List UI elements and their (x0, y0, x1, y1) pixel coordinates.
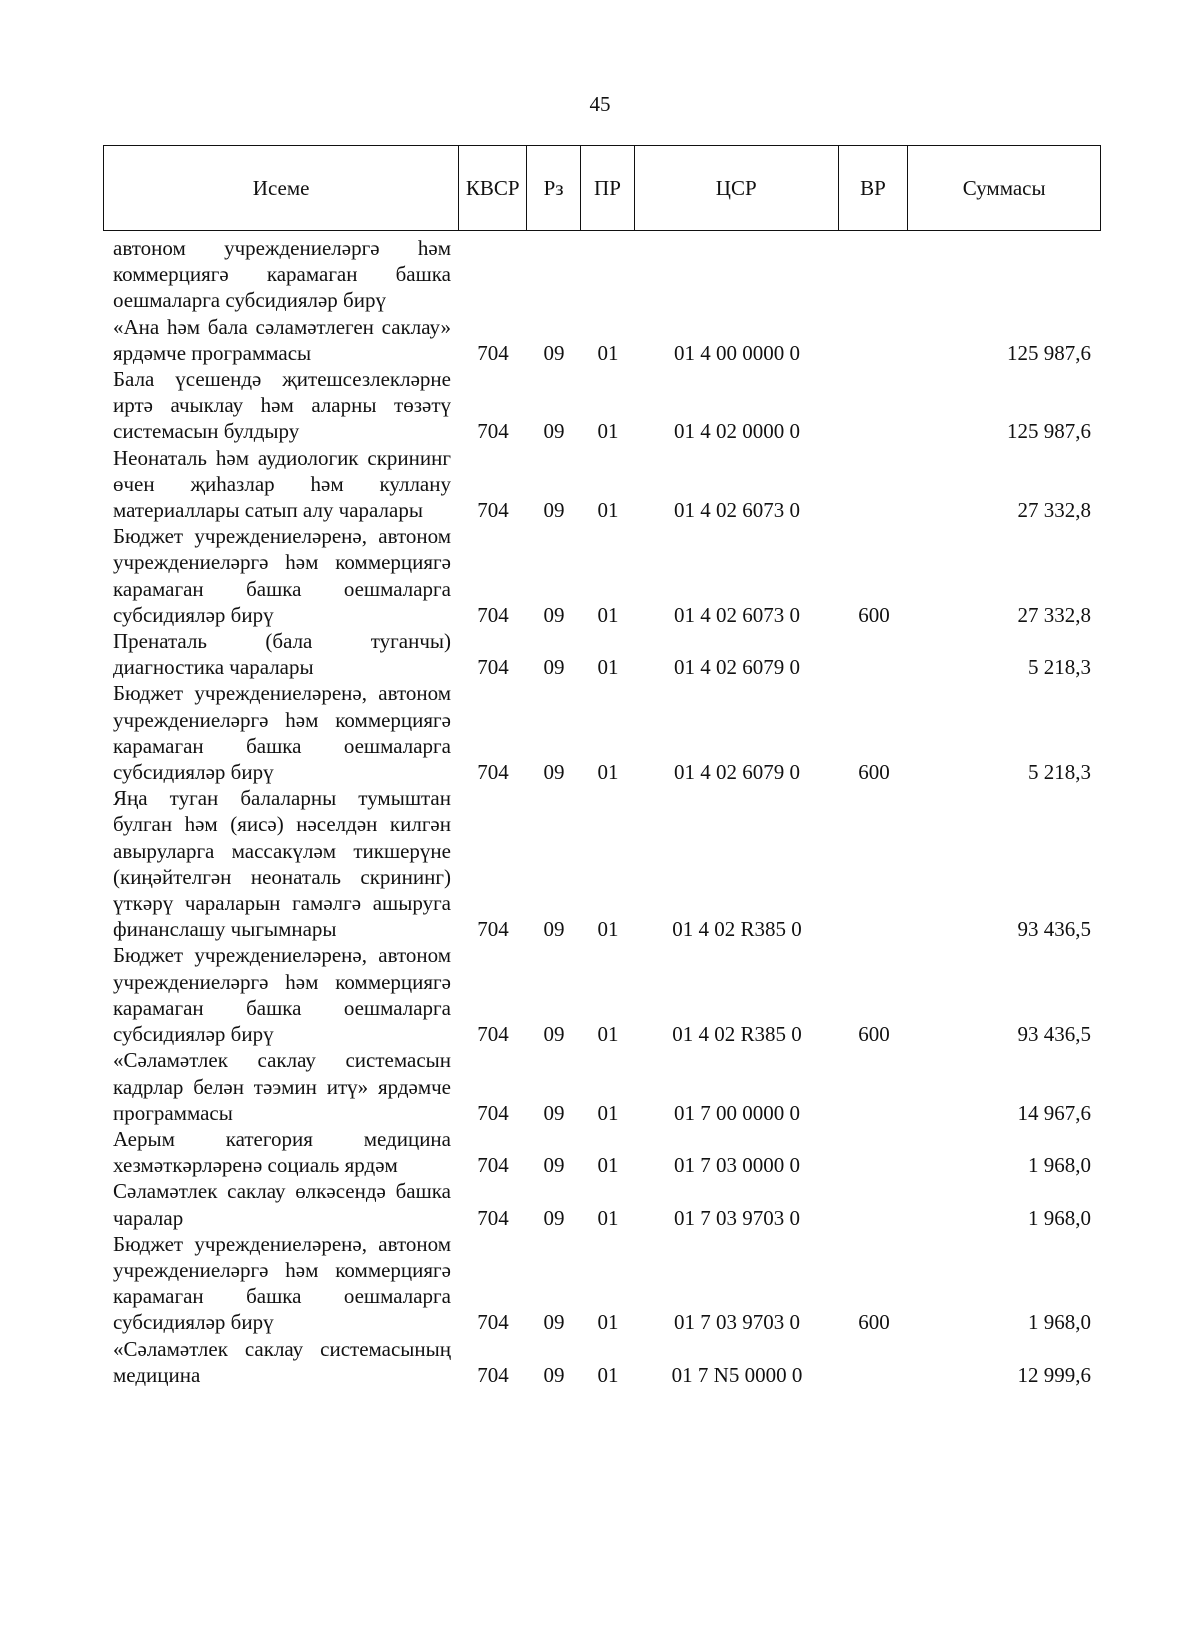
cell-csr: 01 4 02 0000 0 (674, 419, 800, 444)
cell-pr: 01 (597, 760, 619, 785)
cell-rz: 09 (543, 1205, 565, 1230)
table-row (103, 1126, 1101, 1178)
cell-rz: 09 (543, 1100, 565, 1125)
cell-kvsr: 704 (477, 760, 509, 785)
cell-name: автоном учреждениеләргә һәм коммерциягә карамаган башка оешмаларга субсидияләр бирү (113, 236, 451, 313)
cell-sum: 27 332,8 (1017, 602, 1091, 627)
cell-sum: 93 436,5 (1017, 917, 1091, 942)
cell-pr: 01 (597, 917, 619, 942)
header-sum: Суммасы (962, 175, 1046, 200)
header-pr: ПР (581, 146, 635, 230)
cell-kvsr: 704 (477, 419, 509, 444)
cell-kvsr: 704 (477, 917, 509, 942)
cell-kvsr: 704 (477, 1205, 509, 1230)
cell-name: Бюджет учреждениеләренә, автоном учреждениеләргә һәм коммерциягә карамаган башка оешмаларга субсидияләр бирү (113, 524, 451, 627)
cell-kvsr: 704 (477, 498, 509, 523)
cell-vr: 600 (858, 1022, 890, 1047)
table-row (103, 785, 1101, 942)
cell-kvsr: 704 (477, 602, 509, 627)
table-row (103, 1231, 1101, 1336)
cell-name: Неонаталь һәм аудиологик скрининг өчен җиһазлар һәм куллану материаллары сатып алу чаралары (113, 445, 451, 523)
header-kvsr: КВСР (459, 146, 527, 230)
cell-sum: 5 218,3 (1028, 760, 1091, 785)
cell-name: «Сәламәтлек саклау системасын кадрлар белән тәэмин итү» ярдәмче программасы (113, 1048, 451, 1125)
cell-name: Пренаталь (бала туганчы) диагностика чаралары (113, 629, 451, 680)
cell-name: Яңа туган балаларны тумыштан булган һәм (яисә) нәселдән килгән авыруларга массакүләм тикшерүне (киңәйтелгән неонаталь скрининг) үткәрү чараларын гамәлгә ашыруга финанслашу чыгымнары (113, 786, 451, 942)
cell-sum: 125 987,6 (1007, 419, 1091, 444)
table-body (103, 235, 1101, 1388)
cell-pr: 01 (597, 1100, 619, 1125)
header-name: Исеме (104, 146, 459, 230)
table-row (103, 366, 1101, 445)
cell-name: «Сәламәтлек саклау системасының медицина (113, 1336, 451, 1387)
table-row (103, 942, 1101, 1047)
cell-vr: 600 (858, 602, 890, 627)
cell-kvsr: 704 (477, 1022, 509, 1047)
cell-sum: 1 968,0 (1028, 1153, 1091, 1178)
cell-csr: 01 4 02 R385 0 (672, 1022, 802, 1047)
table-row (103, 1336, 1101, 1388)
cell-kvsr: 704 (477, 655, 509, 680)
cell-csr: 01 7 00 0000 0 (674, 1100, 800, 1125)
header-csr: ЦСР (635, 146, 839, 230)
cell-sum: 125 987,6 (1007, 340, 1091, 365)
table-row (103, 1047, 1101, 1126)
cell-csr: 01 4 02 6073 0 (674, 498, 800, 523)
cell-sum: 1 968,0 (1028, 1205, 1091, 1230)
cell-pr: 01 (597, 1022, 619, 1047)
cell-sum: 14 967,6 (1017, 1100, 1091, 1125)
cell-vr: 600 (858, 760, 890, 785)
cell-csr: 01 7 03 0000 0 (674, 1153, 800, 1178)
table-row (103, 680, 1101, 785)
cell-name: Бюджет учреждениеләренә, автоном учреждениеләргә һәм коммерциягә карамаган башка оешмаларга субсидияләр бирү (113, 943, 451, 1047)
cell-csr: 01 4 02 6073 0 (674, 602, 800, 627)
cell-sum: 5 218,3 (1028, 655, 1091, 680)
cell-vr: 600 (858, 1310, 890, 1335)
cell-name: Сәламәтлек саклау өлкәсендә башка чаралар (113, 1179, 451, 1230)
cell-rz: 09 (543, 419, 565, 444)
cell-name: Бюджет учреждениеләренә, автоном учреждениеләргә һәм коммерциягә карамаган башка оешмаларга субсидияләр бирү (113, 1231, 451, 1335)
cell-pr: 01 (597, 1205, 619, 1230)
cell-csr: 01 7 N5 0000 0 (671, 1362, 803, 1387)
cell-rz: 09 (543, 917, 565, 942)
cell-pr: 01 (597, 1310, 619, 1335)
cell-rz: 09 (543, 602, 565, 627)
cell-name: Аерым категория медицина хезмәткәрләренә социаль ярдәм (113, 1126, 451, 1178)
cell-name: Бала үсешендә җитешсезлекләрне иртә ачыклау һәм аларны төзәтү системасын булдыру (113, 367, 451, 444)
cell-pr: 01 (597, 419, 619, 444)
cell-name: Бюджет учреждениеләренә, автоном учреждениеләргә һәм коммерциягә карамаган башка оешмаларга субсидияләр бирү (113, 681, 451, 785)
table-row (103, 235, 1101, 314)
cell-csr: 01 7 03 9703 0 (674, 1310, 800, 1335)
cell-sum: 27 332,8 (1017, 498, 1091, 523)
cell-kvsr: 704 (477, 340, 509, 365)
cell-csr: 01 4 00 0000 0 (674, 340, 800, 365)
cell-pr: 01 (597, 1362, 619, 1387)
cell-rz: 09 (543, 1310, 565, 1335)
cell-rz: 09 (543, 1022, 565, 1047)
table-header (103, 145, 1101, 231)
cell-pr: 01 (597, 498, 619, 523)
table-row (103, 1178, 1101, 1230)
cell-kvsr: 704 (477, 1153, 509, 1178)
cell-rz: 09 (543, 340, 565, 365)
cell-pr: 01 (597, 340, 619, 365)
cell-pr: 01 (597, 1153, 619, 1178)
cell-rz: 09 (543, 655, 565, 680)
cell-rz: 09 (543, 498, 565, 523)
cell-kvsr: 704 (477, 1310, 509, 1335)
cell-sum: 12 999,6 (1017, 1362, 1091, 1387)
cell-csr: 01 4 02 6079 0 (674, 655, 800, 680)
cell-rz: 09 (543, 760, 565, 785)
cell-name: «Ана һәм бала сәламәтлеген саклау» ярдәмче программасы (113, 314, 451, 365)
cell-pr: 01 (597, 602, 619, 627)
cell-sum: 1 968,0 (1028, 1310, 1091, 1335)
header-vr: ВР (839, 146, 909, 230)
cell-csr: 01 4 02 R385 0 (672, 917, 802, 942)
cell-sum: 93 436,5 (1017, 1022, 1091, 1047)
page-number: 45 (589, 92, 611, 116)
cell-kvsr: 704 (477, 1362, 509, 1387)
cell-rz: 09 (543, 1362, 565, 1387)
table-row (103, 523, 1101, 628)
table-row (103, 628, 1101, 680)
cell-rz: 09 (543, 1153, 565, 1178)
table-row (103, 445, 1101, 524)
cell-csr: 01 7 03 9703 0 (674, 1205, 800, 1230)
cell-kvsr: 704 (477, 1100, 509, 1125)
table-row (103, 314, 1101, 366)
header-rz: Рз (527, 146, 581, 230)
cell-pr: 01 (597, 655, 619, 680)
cell-csr: 01 4 02 6079 0 (674, 760, 800, 785)
